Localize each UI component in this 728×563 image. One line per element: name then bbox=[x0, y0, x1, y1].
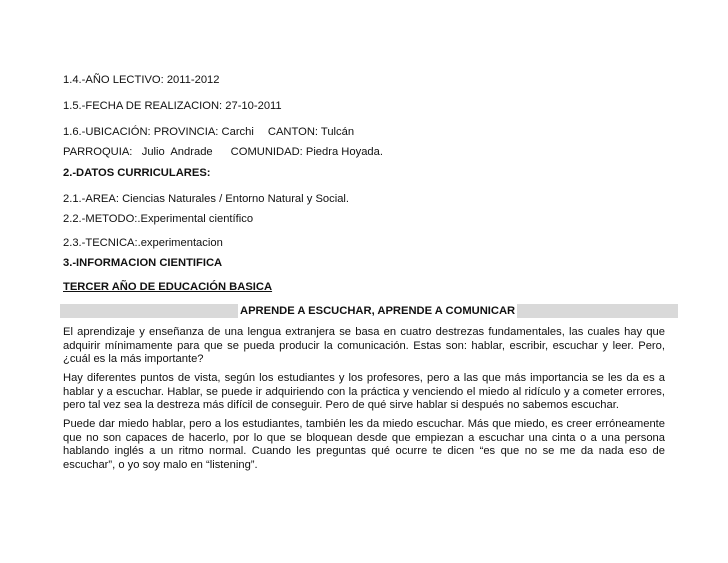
section-banner bbox=[60, 304, 678, 318]
paragraph-1: El aprendizaje y enseñanza de una lengua extranjera se basa en cuatro destrezas fundamentales, las cuales hay que adquirir mínimamente para que se pueda producir la comunicación. Estas son: hablar, escribir, escuchar y leer. Pero, ¿cuál es la más importante? bbox=[63, 326, 665, 365]
area-line: 2.1.-AREA: Ciencias Naturales / Entorno Natural y Social. bbox=[63, 193, 350, 205]
section-banner-title: APRENDE A ESCUCHAR, APRENDE A COMUNICAR bbox=[240, 305, 516, 317]
parroquia-text: PARROQUIA: Julio Andrade bbox=[63, 146, 213, 158]
tercer-ano-heading: TERCER AÑO DE EDUCACIÓN BASICA bbox=[63, 281, 273, 293]
ubicacion-canton: CANTON: Tulcán bbox=[267, 126, 355, 138]
paragraph-3: Puede dar miedo hablar, pero a los estudiantes, también les da miedo escuchar. Más que miedo, es creer erróneamente que no son capaces de hacerlo, por lo que se bloquean desde que empiezan a escuchar una cinta o a una persona hablando inglés a un ritmo normal. Cuando les preguntas qué ocurre te dicen “es que no se me da nada eso de escuchar”, o yo soy malo en “listening”. bbox=[63, 418, 665, 471]
paragraph-2: Hay diferentes puntos de vista, según los estudiantes y los profesores, pero a las que más importancia se les da es a hablar y a escuchar. Hablar, se puede ir adquiriendo con la práctica y venciendo el miedo al ridículo y a cometer errores, pero tal vez sea la destreza más difícil de conseguir. Pero de qué sirve hablar si después no sabemos escuchar. bbox=[63, 372, 665, 411]
parroquia-line bbox=[63, 146, 383, 159]
ubicacion-line bbox=[63, 126, 354, 139]
ano-lectivo-line: 1.4.-AÑO LECTIVO: 2011-2012 bbox=[63, 74, 220, 86]
tecnica-line: 2.3.-TECNICA:.experimentacion bbox=[63, 237, 223, 249]
informacion-cientifica-heading: 3.-INFORMACION CIENTIFICA bbox=[63, 257, 223, 269]
ubicacion-provincia: 1.6.-UBICACIÓN: PROVINCIA: Carchi bbox=[63, 126, 254, 138]
fecha-realizacion-line: 1.5.-FECHA DE REALIZACION: 27-10-2011 bbox=[63, 100, 282, 112]
metodo-line: 2.2.-METODO:.Experimental científico bbox=[63, 213, 254, 225]
comunidad-text: COMUNIDAD: Piedra Hoyada. bbox=[230, 146, 383, 158]
datos-curriculares-heading: 2.-DATOS CURRICULARES: bbox=[63, 167, 211, 179]
